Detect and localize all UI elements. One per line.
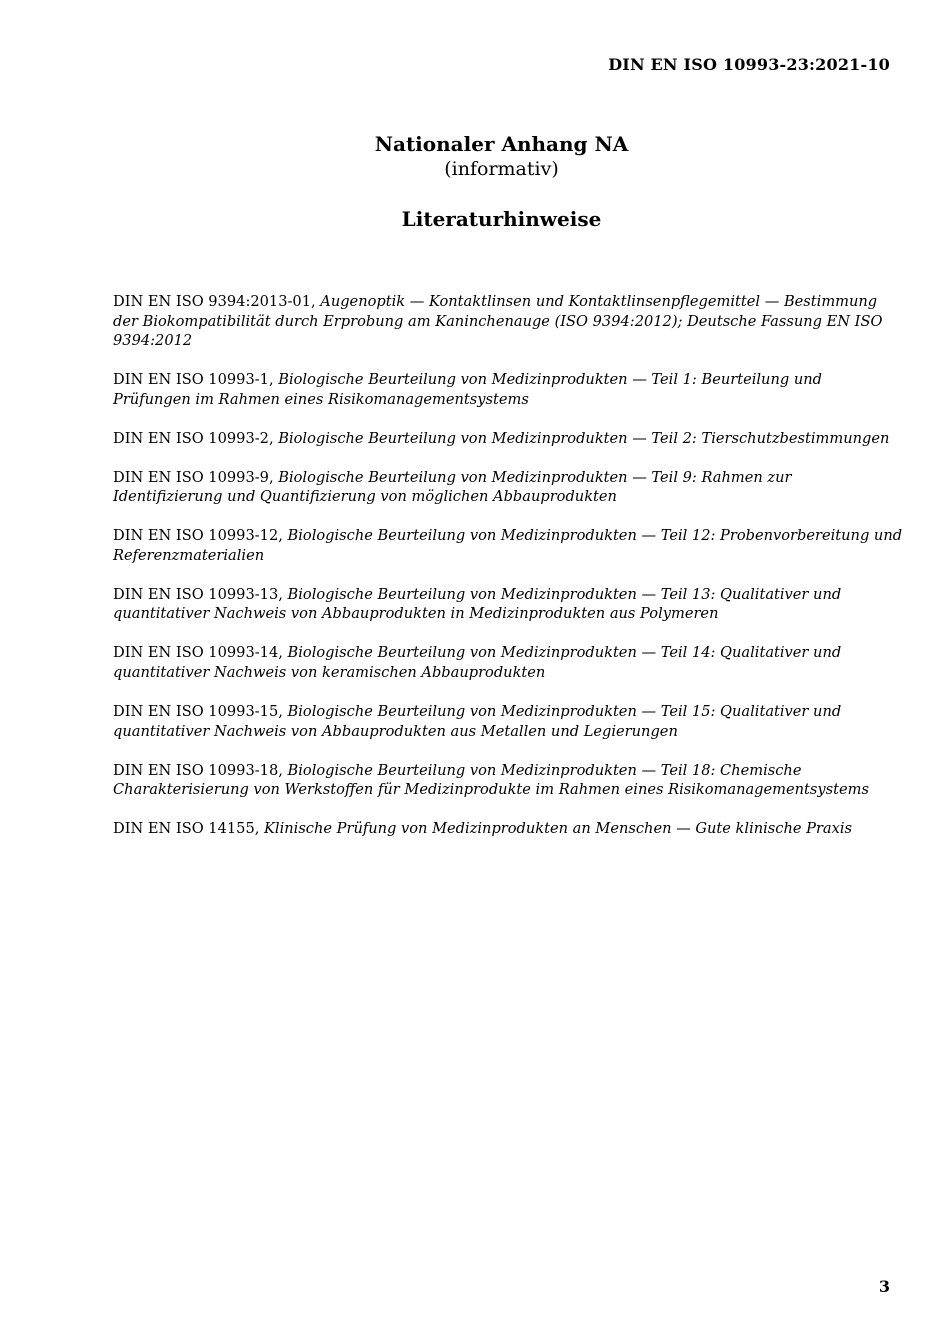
reference-designation: DIN EN ISO 10993-15, — [113, 703, 288, 721]
reference-item — [113, 526, 903, 565]
reference-designation: DIN EN ISO 14155, — [113, 820, 265, 838]
document-id: DIN EN ISO 10993-23:2021-10 — [608, 55, 890, 74]
reference-designation: DIN EN ISO 10993-1, — [113, 371, 279, 389]
page-number: 3 — [878, 1277, 890, 1296]
reference-designation: DIN EN ISO 10993-14, — [113, 644, 288, 662]
reference-title: Biologische Beurteilung von Medizinprodukten — Teil 1: Beurteilung und Prüfungen im Rahmen eines Risikomanagementsystems — [113, 371, 822, 408]
reference-item — [113, 585, 903, 624]
reference-item — [113, 370, 903, 409]
reference-title: Biologische Beurteilung von Medizinprodukten — Teil 14: Qualitativer und quantitativer Nachweis von keramischen Abbauprodukten — [113, 644, 842, 682]
annex-title: Nationaler Anhang NA — [374, 132, 629, 156]
reference-title: Biologische Beurteilung von Medizinprodukten — Teil 2: Tierschutzbestimmungen — [278, 429, 890, 447]
reference-item — [113, 819, 903, 839]
reference-designation: DIN EN ISO 10993-13, — [113, 585, 288, 603]
reference-item — [113, 702, 903, 741]
reference-designation: DIN EN ISO 10993-18, — [113, 761, 288, 779]
reference-designation: DIN EN ISO 10993-12, — [113, 527, 288, 545]
reference-list — [113, 292, 903, 858]
reference-title: Biologische Beurteilung von Medizinprodukten — Teil 12: Probenvorbereitung und Referenzmaterialien — [113, 527, 903, 564]
annex-heading — [0, 131, 950, 181]
reference-item — [113, 468, 903, 507]
reference-designation: DIN EN ISO 9394:2013-01, — [113, 293, 321, 310]
bibliography-title: Literaturhinweise — [401, 207, 602, 231]
reference-title: Klinische Prüfung von Medizinprodukten an Menschen — Gute klinische Praxis — [264, 820, 853, 838]
reference-designation: DIN EN ISO 10993-9, — [113, 468, 279, 486]
reference-title: Biologische Beurteilung von Medizinprodukten — Teil 15: Qualitativer und quantitativer Nachweis von Abbauprodukten aus Metallen und Legierungen — [113, 703, 842, 740]
reference-title: Augenoptik — Kontaktlinsen und Kontaktlinsenpflegemittel — Bestimmung der Biokompatibilität durch Erprobung am Kaninchenauge (ISO 9394:2012); Deutsche Fassung EN ISO 9394:2012 — [113, 293, 883, 350]
reference-item — [113, 292, 903, 351]
reference-title: Biologische Beurteilung von Medizinprodukten — Teil 9: Rahmen zur Identifizierung und Quantifizierung von möglichen Abbauprodukten — [113, 468, 792, 506]
reference-item — [113, 429, 903, 449]
reference-item — [113, 643, 903, 682]
reference-designation: DIN EN ISO 10993-2, — [113, 429, 279, 447]
annex-subtitle: (informativ) — [444, 158, 559, 180]
reference-item — [113, 761, 903, 800]
reference-title: Biologische Beurteilung von Medizinprodukten — Teil 13: Qualitativer und quantitativer Nachweis von Abbauprodukten in Medizinprodukten aus Polymeren — [113, 585, 842, 623]
reference-title: Biologische Beurteilung von Medizinprodukten — Teil 18: Chemische Charakterisierung von Werkstoffen für Medizinprodukte im Rahmen eines Risikomanagementsystems — [113, 761, 869, 799]
